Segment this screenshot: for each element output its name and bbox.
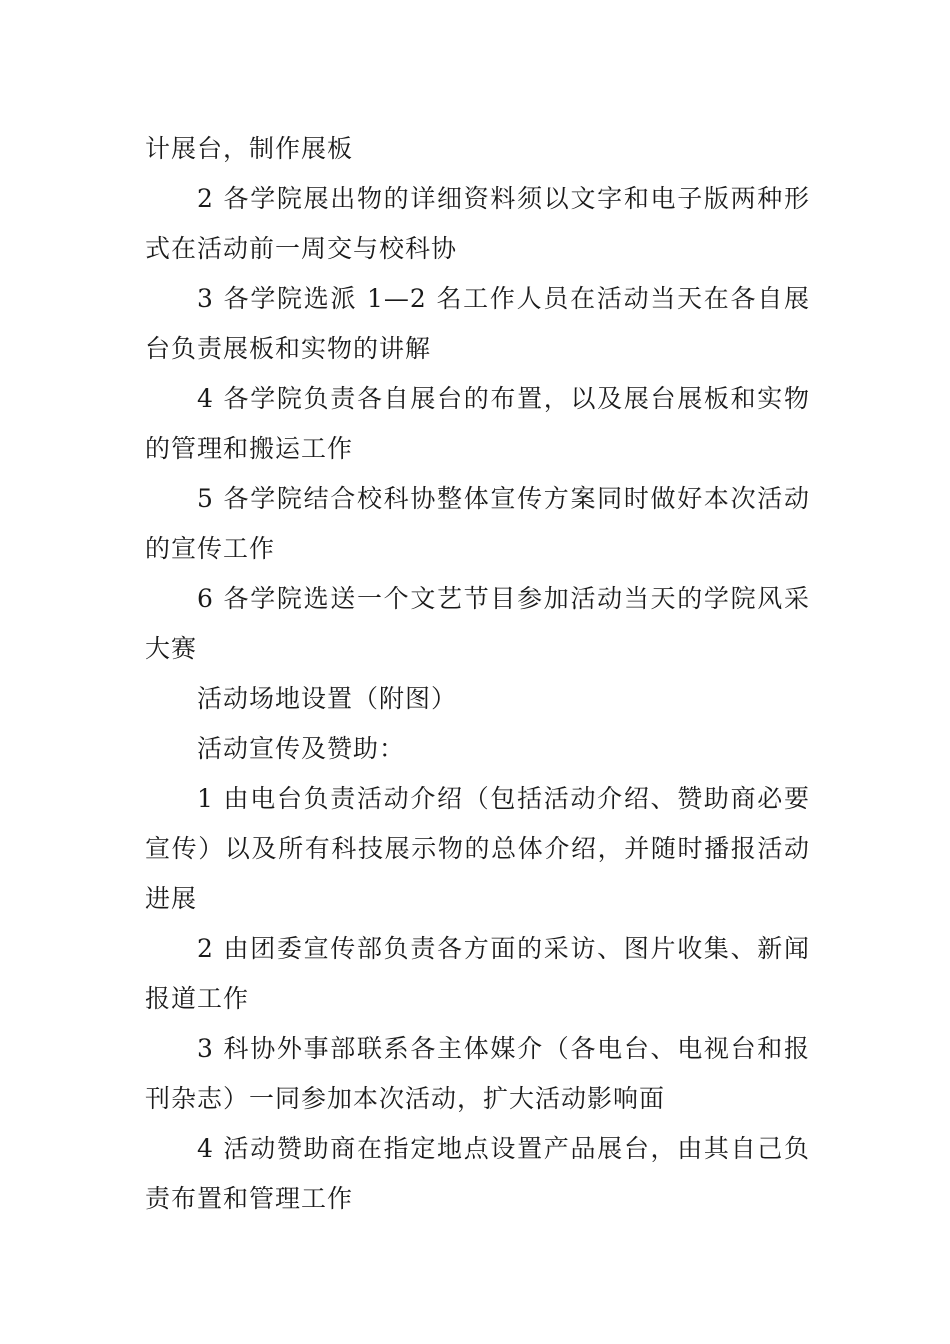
paragraph-3: 4 各学院负责各自展台的布置，以及展台展板和实物的管理和搬运工作 bbox=[145, 384, 810, 463]
paragraph-8: 1 由电台负责活动介绍（包括活动介绍、赞助商必要宣传）以及所有科技展示物的总体介绍，并随时播报活动进展 bbox=[145, 784, 810, 913]
paragraph-1: 2 各学院展出物的详细资料须以文字和电子版两种形式在活动前一周交与校科协 bbox=[145, 184, 810, 263]
paragraph-10: 3 科协外事部联系各主体媒介（各电台、电视台和报刊杂志）一同参加本次活动，扩大活动影响面 bbox=[145, 1034, 810, 1113]
paragraph-2: 3 各学院选派 1—2 名工作人员在活动当天在各自展台负责展板和实物的讲解 bbox=[145, 284, 810, 363]
paragraph-6: 活动场地设置（附图） bbox=[197, 684, 458, 713]
paragraph-4: 5 各学院结合校科协整体宣传方案同时做好本次活动的宣传工作 bbox=[145, 484, 810, 563]
paragraph-11: 4 活动赞助商在指定地点设置产品展台，由其自己负责布置和管理工作 bbox=[145, 1134, 810, 1213]
paragraph-7: 活动宣传及赞助： bbox=[197, 734, 406, 763]
paragraph-0: 计展台，制作展板 bbox=[145, 134, 354, 163]
paragraph-5: 6 各学院选送一个文艺节目参加活动当天的学院风采大赛 bbox=[145, 584, 810, 663]
document-body bbox=[145, 124, 810, 1224]
paragraph-9: 2 由团委宣传部负责各方面的采访、图片收集、新闻报道工作 bbox=[145, 934, 810, 1013]
